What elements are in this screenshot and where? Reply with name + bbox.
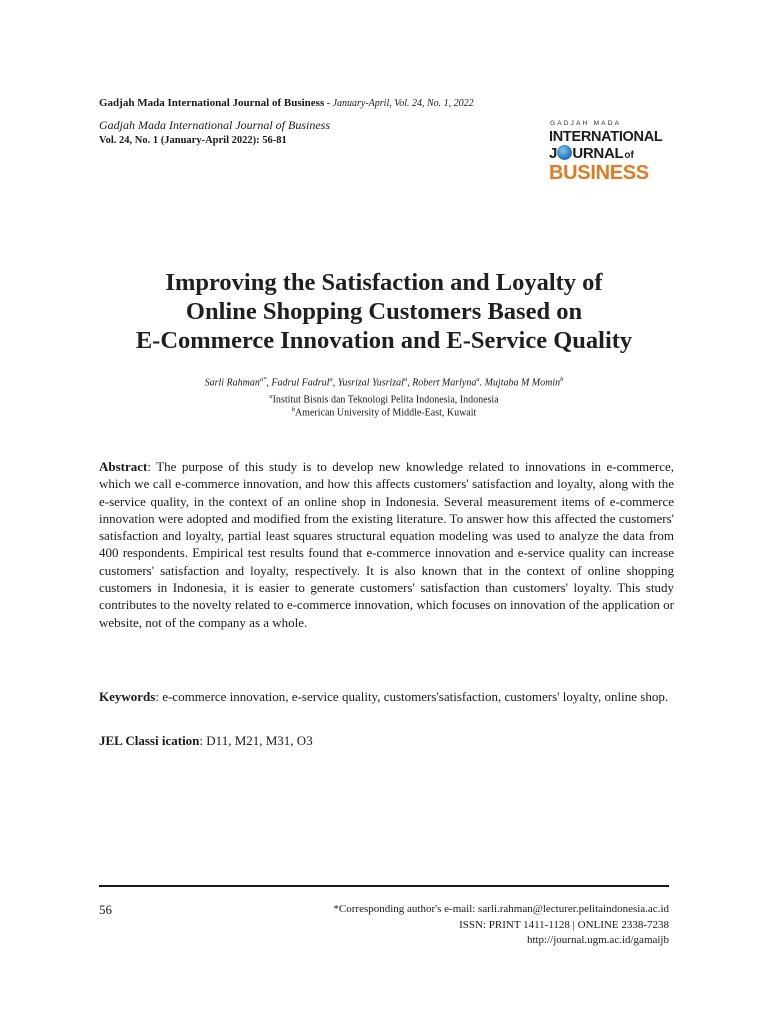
keywords-text: : e-commerce innovation, e-service quality, customers'satisfaction, customers' loyalty, online shop. xyxy=(155,689,669,704)
issn-line: ISSN: PRINT 1411-1128 | ONLINE 2338-7238 xyxy=(459,919,669,931)
page-number: 56 xyxy=(99,902,112,917)
title-line: Online Shopping Customers Based on xyxy=(185,298,583,325)
jel-classification xyxy=(99,733,313,749)
author-name: Yusrizal Yusrizal xyxy=(337,377,404,389)
logo-of-text: of xyxy=(624,150,634,161)
keywords-label: Keywords xyxy=(99,689,156,704)
author-affiliation-mark: a xyxy=(476,376,480,383)
author-separator: , xyxy=(407,377,413,389)
abstract-text: : The purpose of this study is to develop new knowledge related to innovations in e-commerce, which we call e-commerce innovation, and how this affects customers' satisfaction and loyalty, along with the e-service quality, in the context of an online shop in Indonesia. Several measurement items of e-commerce innovation were adopted and modified from the existing literature. To answer how this affected the customers' satisfaction and loyalty, partial least squares structural equation modeling was used to analyze the data from 400 respondents. Empirical test results found that e-commerce innovation and e-service quality can increase customers' satisfaction and loyalty, respectively. It is also known that in the context of online shopping customers in Indonesia, it is easier to generate customers' satisfaction than customers' loyalty. This study contributes to the novelty related to e-commerce innovation, which focuses on innovation of the application or website, not of the company as a whole. xyxy=(99,459,674,630)
title-line: E-Commerce Innovation and E-Service Quality xyxy=(135,327,633,354)
author-affiliation-mark: a xyxy=(329,376,333,383)
author-affiliation-mark: a xyxy=(403,376,408,383)
running-head xyxy=(99,97,474,109)
author-affiliation-mark: b xyxy=(560,376,564,383)
running-head-issue: - January-April, Vol. 24, No. 1, 2022 xyxy=(324,98,474,109)
journal-logo xyxy=(549,120,669,188)
article-title xyxy=(84,268,684,355)
abstract-label: Abstract xyxy=(99,459,148,474)
affiliation-mark: a xyxy=(269,393,273,400)
logo-international-text: INTERNATIONAL xyxy=(549,129,663,145)
author-separator: . xyxy=(479,377,485,389)
logo-business-text: BUSINESS xyxy=(549,162,649,184)
author-affiliation-mark: a* xyxy=(259,376,267,383)
jel-label: JEL Classi ication xyxy=(99,733,200,748)
author-list xyxy=(84,376,684,388)
affiliation-text: Institut Bisnis dan Teknologi Pelita Indonesia, Indonesia xyxy=(272,394,499,406)
volume-line: Vol. 24, No. 1 (January-April 2022): 56-81 xyxy=(99,135,287,146)
author-name: Robert Marlyna xyxy=(412,377,477,389)
footer-divider xyxy=(99,885,669,887)
globe-icon xyxy=(557,145,572,160)
keywords xyxy=(99,688,674,705)
title-line: Improving the Satisfaction and Loyalty of xyxy=(165,269,603,296)
logo-urnal-text: URNAL xyxy=(572,145,624,162)
author-separator: , xyxy=(266,377,272,389)
logo-j-text: J xyxy=(549,145,558,162)
author-name: Fadrul Fadrul xyxy=(271,377,330,389)
author-name: Sarli Rahman xyxy=(204,377,260,389)
corresponding-email: *Corresponding author's e-mail: sarli.rahman@lecturer.pelitaindonesia.ac.id xyxy=(333,903,669,915)
logo-top-text: GADJAH MADA xyxy=(550,120,622,127)
author-separator: , xyxy=(332,377,338,389)
author-name: Mujtaba M Momin xyxy=(484,377,561,389)
affiliation-mark: b xyxy=(291,406,295,413)
journal-url: http://journal.ugm.ac.id/gamaijb xyxy=(526,934,669,946)
affiliation-text: American University of Middle-East, Kuwait xyxy=(294,407,477,419)
abstract xyxy=(99,458,674,631)
affiliation-a xyxy=(84,393,684,405)
jel-text: : D11, M21, M31, O3 xyxy=(199,733,313,748)
affiliation-b xyxy=(84,406,684,418)
journal-name: Gadjah Mada International Journal of Business xyxy=(99,118,330,132)
logo-journal-row xyxy=(549,145,634,163)
running-head-journal: Gadjah Mada International Journal of Business xyxy=(99,97,325,109)
